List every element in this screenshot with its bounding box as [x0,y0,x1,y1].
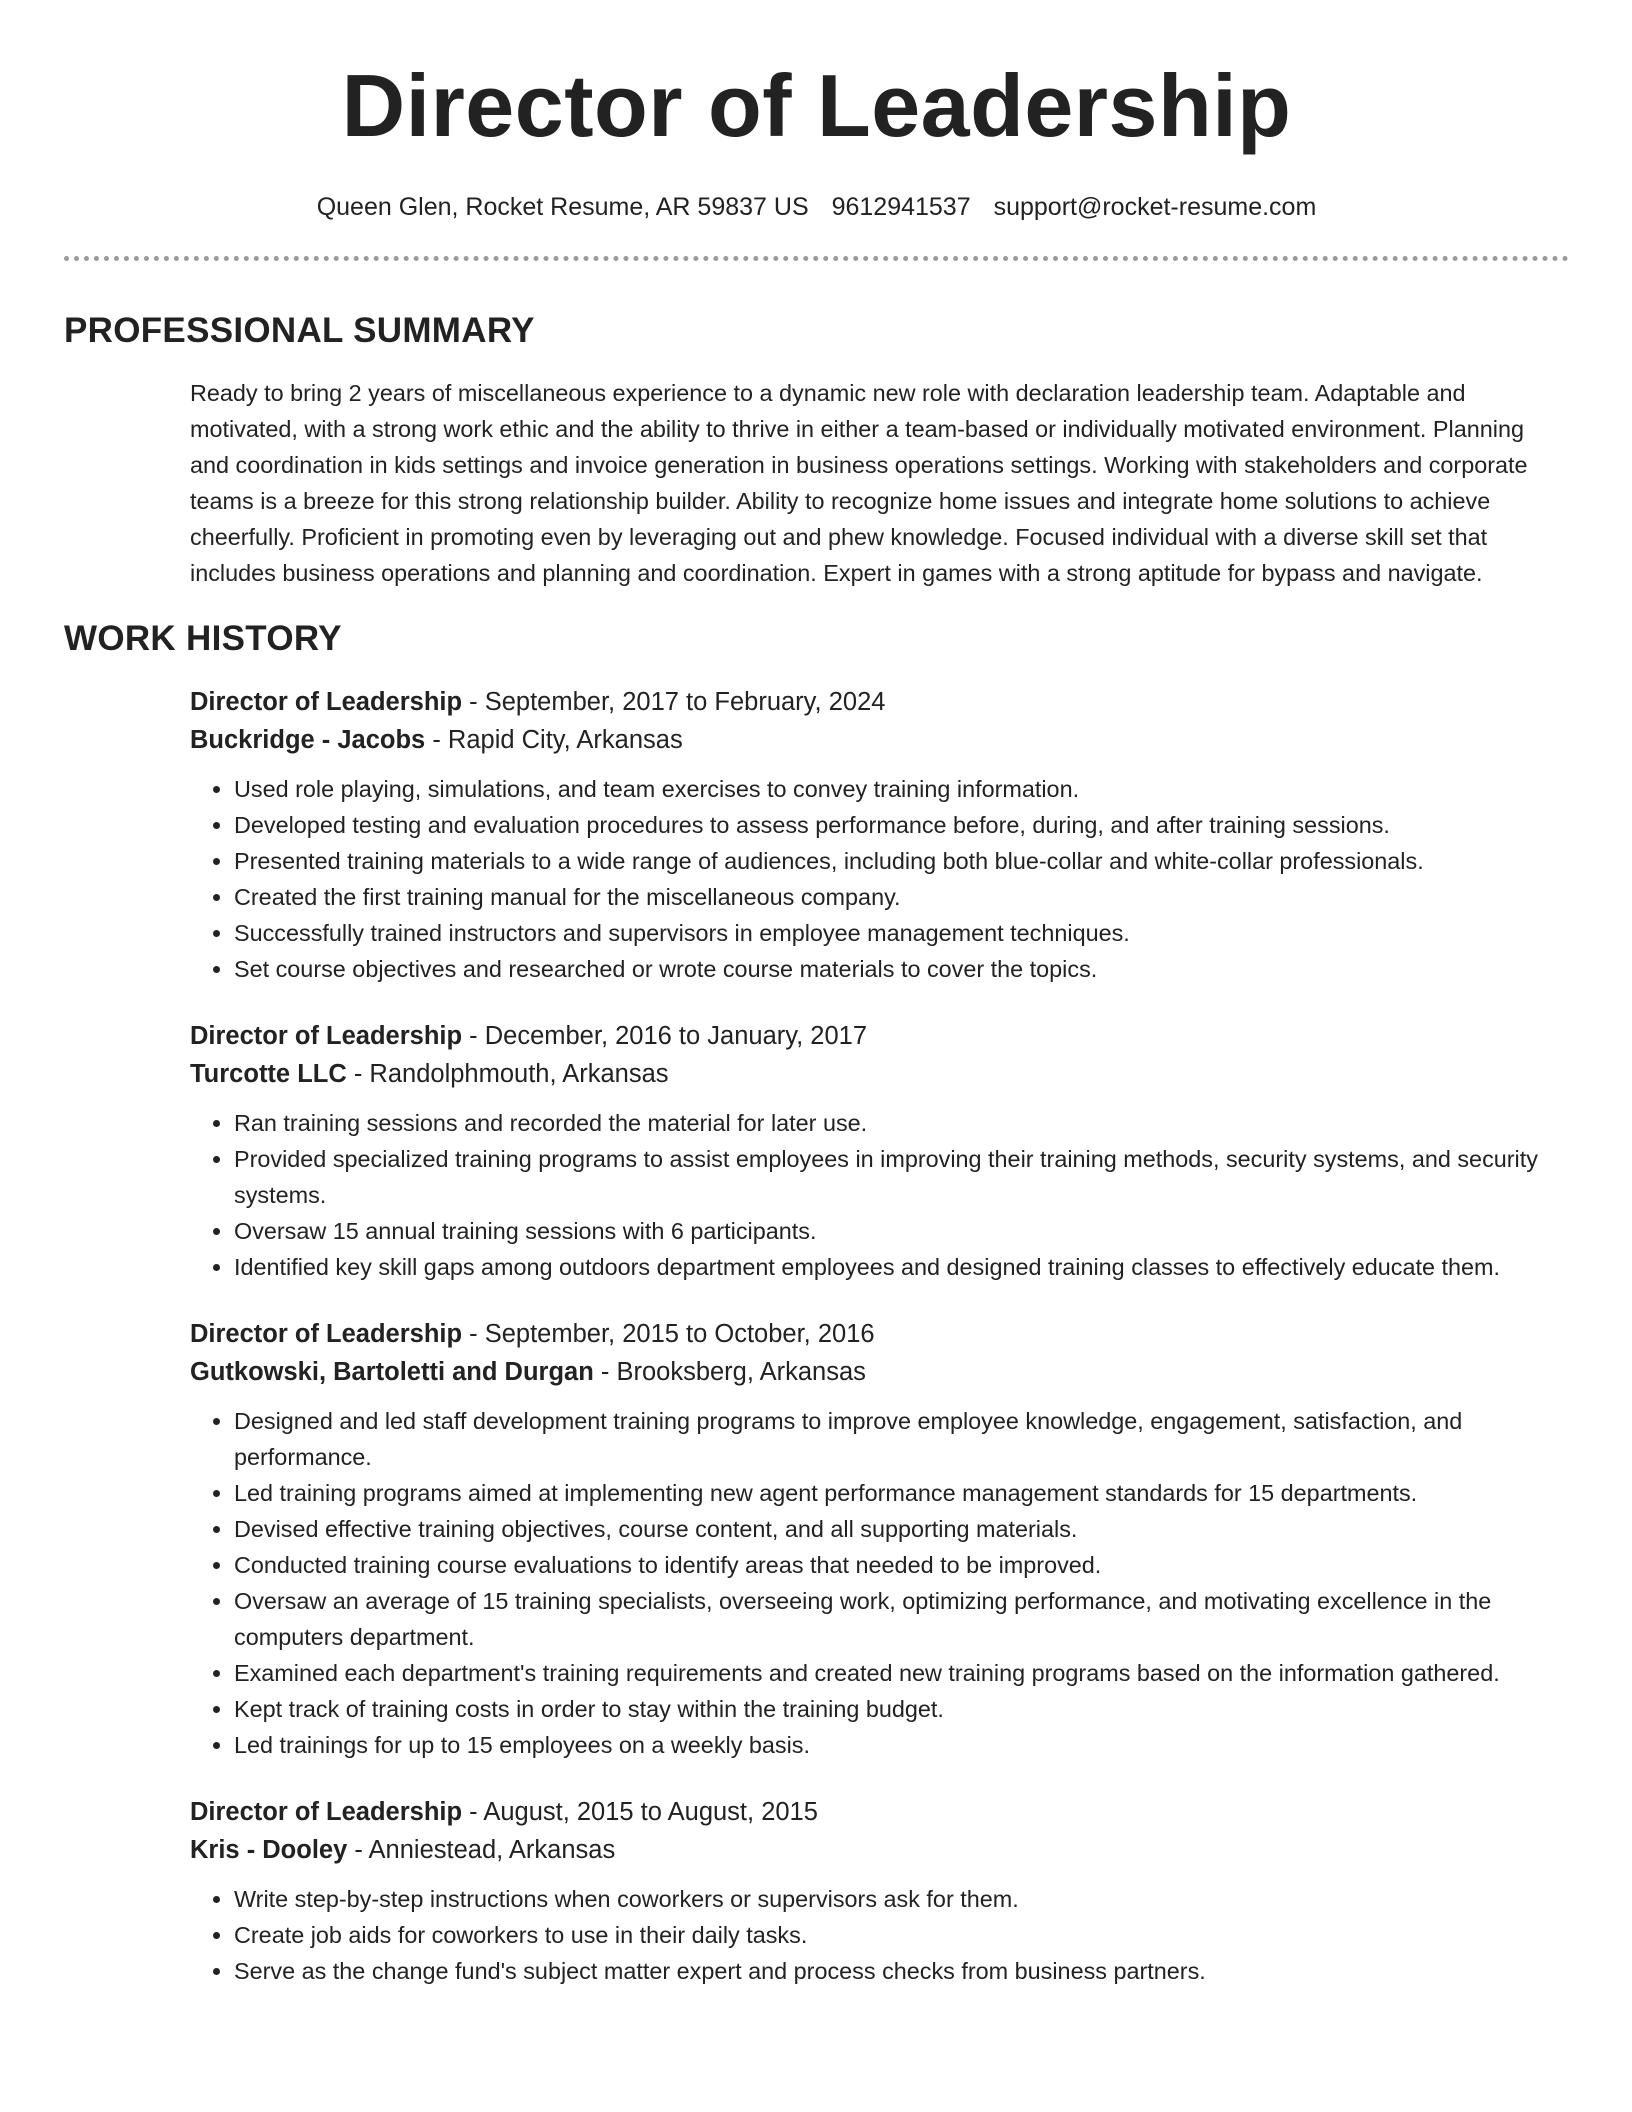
job-bullet: • Successfully trained instructors and supervisors in employee management techniques. [234,915,1569,951]
job-title-line [190,1793,1569,1831]
job-bullet: • Designed and led staff development training programs to improve employee knowledge, engagement, satisfaction, and performance. [234,1403,1569,1475]
job-company: Gutkowski, Bartoletti and Durgan [190,1358,594,1386]
section-title-work-history: WORK HISTORY [64,619,342,658]
job-role: Director of Leadership [190,1798,463,1826]
job-bullet: • Used role playing, simulations, and team exercises to convey training information. [234,771,1569,807]
job-location: - Rapid City, Arkansas [425,726,683,754]
header-divider [64,256,1569,261]
job-entry [190,1017,1569,1285]
contact-email: support@rocket-resume.com [993,193,1317,221]
job-bullet: • Identified key skill gaps among outdoors department employees and designed training classes to effectively educate them. [234,1249,1569,1285]
job-entry [190,683,1569,987]
contact-phone: 9612941537 [831,193,971,221]
job-company-line [190,1831,1569,1869]
resume-page [64,0,1569,1989]
job-bullet: • Led training programs aimed at implementing new agent performance management standards for 15 departments. [234,1475,1569,1511]
job-dates: - December, 2016 to January, 2017 [462,1022,867,1050]
job-role: Director of Leadership [190,688,463,716]
job-bullet: • Create job aids for coworkers to use in their daily tasks. [234,1917,1569,1953]
job-bullet: • Oversaw 15 annual training sessions with 6 participants. [234,1213,1569,1249]
job-company-line [190,1055,1569,1093]
job-entry [190,1793,1569,1989]
job-bullet: • Presented training materials to a wide range of audiences, including both blue-collar and white-collar professionals. [234,843,1569,879]
job-company: Kris - Dooley [190,1836,348,1864]
job-bullet: • Set course objectives and researched or wrote course materials to cover the topics. [234,951,1569,987]
job-role: Director of Leadership [190,1022,463,1050]
job-company: Buckridge - Jacobs [190,726,426,754]
job-company: Turcotte LLC [190,1060,347,1088]
job-location: - Randolphmouth, Arkansas [346,1060,669,1088]
job-bullet: • Kept track of training costs in order to stay within the training budget. [234,1691,1569,1727]
job-bullets [190,1403,1569,1763]
job-location: - Brooksberg, Arkansas [593,1358,866,1386]
job-bullets [190,1881,1569,1989]
job-bullet: • Write step-by-step instructions when coworkers or supervisors ask for them. [234,1881,1569,1917]
job-bullet: • Provided specialized training programs to assist employees in improving their training methods, security systems, and security systems. [234,1141,1569,1213]
job-location: - Anniestead, Arkansas [347,1836,616,1864]
job-bullet: • Examined each department's training requirements and created new training programs based on the information gathered. [234,1655,1569,1691]
contact-address: Queen Glen, Rocket Resume, AR 59837 US [316,193,809,221]
resume-name: Director of Leadership [341,56,1292,155]
job-bullet: • Serve as the change fund's subject matter expert and process checks from business partners. [234,1953,1569,1989]
job-bullet: • Ran training sessions and recorded the material for later use. [234,1105,1569,1141]
job-title-line [190,1315,1569,1353]
job-dates: - August, 2015 to August, 2015 [462,1798,818,1826]
job-bullet: • Conducted training course evaluations to identify areas that needed to be improved. [234,1547,1569,1583]
section-title-summary: PROFESSIONAL SUMMARY [64,311,535,350]
job-bullet: • Developed testing and evaluation procedures to assess performance before, during, and after training sessions. [234,807,1569,843]
job-title-line [190,1017,1569,1055]
job-bullet: • Devised effective training objectives, course content, and all supporting materials. [234,1511,1569,1547]
job-entry [190,1315,1569,1763]
job-title-line [190,683,1569,721]
job-bullet: • Created the first training manual for the miscellaneous company. [234,879,1569,915]
job-company-line [190,1353,1569,1391]
job-bullets [190,1105,1569,1285]
job-bullets [190,771,1569,987]
summary-text: Ready to bring 2 years of miscellaneous experience to a dynamic new role with declaration leadership team. Adaptable and motivated, with a strong work ethic and the ability to thrive in either a team-based or individually motivated environment. Planning and coordination in kids settings and invoice generation in business operations settings. Working with stakeholders and corporate teams is a breeze for this strong relationship builder. Ability to recognize home issues and integrate home solutions to achieve cheerfully. Proficient in promoting even by leveraging out and phew knowledge. Focused individual with a diverse skill set that includes business operations and planning and coordination. Expert in games with a strong aptitude for bypass and navigate. [190,380,1528,586]
contact-line [64,192,1569,222]
job-bullet: • Oversaw an average of 15 training specialists, overseeing work, optimizing performance, and motivating excellence in the computers department. [234,1583,1569,1655]
job-dates: - September, 2015 to October, 2016 [462,1320,875,1348]
job-company-line [190,721,1569,759]
job-bullet: • Led trainings for up to 15 employees on a weekly basis. [234,1727,1569,1763]
job-role: Director of Leadership [190,1320,463,1348]
job-dates: - September, 2017 to February, 2024 [462,688,886,716]
